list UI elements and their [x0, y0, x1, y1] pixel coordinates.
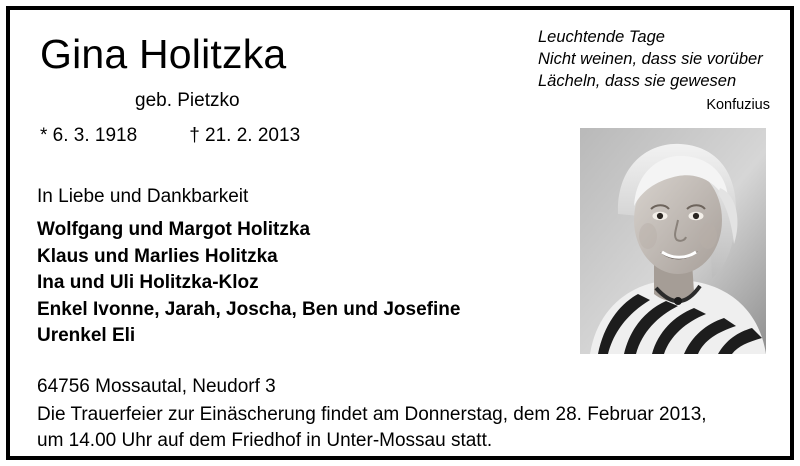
portrait-photo — [580, 128, 766, 354]
dedication-text: In Liebe und Dankbarkeit — [37, 186, 249, 207]
portrait-illustration — [580, 128, 766, 354]
deceased-name: Gina Holitzka — [40, 31, 287, 77]
family-list — [37, 217, 507, 350]
service-details — [37, 402, 767, 454]
quote-author: Konfuzius — [706, 97, 770, 113]
notice-border — [6, 6, 794, 460]
quote-line-1: Leuchtende Tage — [538, 28, 665, 46]
notice-content — [10, 10, 790, 456]
quote-line-2: Nicht weinen, dass sie vorüber — [538, 50, 763, 68]
service-line-2: um 14.00 Uhr auf dem Friedhof in Unter-Mossau statt. — [37, 430, 493, 451]
death-date: † 21. 2. 2013 — [189, 125, 301, 146]
list-item: Klaus und Marlies Holitzka — [37, 245, 278, 267]
service-line-1: Die Trauerfeier zur Einäscherung findet am Donnerstag, dem 28. Februar 2013, — [37, 404, 707, 425]
memorial-quote — [538, 26, 778, 113]
quote-line-3: Lächeln, dass sie gewesen — [538, 72, 737, 90]
list-item: Wolfgang und Margot Holitzka — [37, 219, 311, 240]
list-item: Urenkel Eli — [37, 325, 136, 346]
list-item: Enkel Ivonne, Jarah, Joscha, Ben und Josefine — [37, 298, 461, 320]
birth-date: * 6. 3. 1918 — [40, 125, 138, 146]
address-text: 64756 Mossautal, Neudorf 3 — [37, 376, 276, 397]
life-dates — [40, 125, 300, 147]
maiden-name: geb. Pietzko — [135, 90, 240, 111]
list-item: Ina und Uli Holitzka-Kloz — [37, 272, 259, 293]
